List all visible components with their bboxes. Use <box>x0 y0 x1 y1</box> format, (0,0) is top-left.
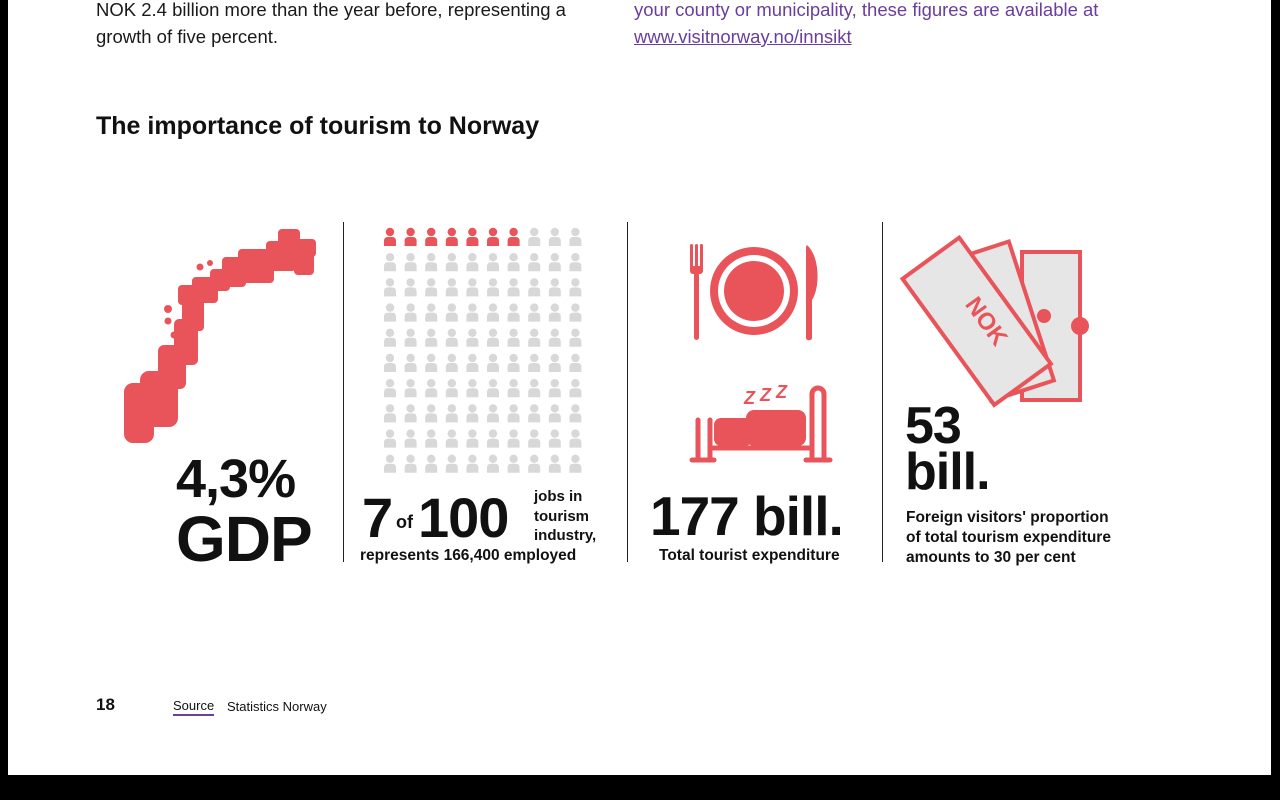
person-icon <box>508 278 520 296</box>
person-icon <box>508 404 520 422</box>
source-value: Statistics Norway <box>227 699 327 714</box>
foreign-caption-line: of total tourism expenditure <box>906 529 1111 546</box>
person-icon <box>425 329 437 347</box>
person-icon <box>384 404 396 422</box>
bed-icon <box>686 380 832 462</box>
person-icon <box>508 455 520 473</box>
person-icon <box>466 329 478 347</box>
page <box>8 0 1271 775</box>
person-icon <box>528 228 540 246</box>
person-icon <box>487 455 499 473</box>
nok-note-label: NOK <box>959 292 1013 352</box>
person-icon <box>569 329 581 347</box>
jobs-of: of <box>396 512 413 532</box>
person-icon <box>446 429 458 447</box>
person-icon <box>384 379 396 397</box>
intro-right-text: your county or municipality, these figures are available at <box>634 0 1099 20</box>
person-icon <box>549 329 561 347</box>
jobs-total: 100 <box>418 486 509 549</box>
person-icon <box>508 228 520 246</box>
person-icon <box>549 253 561 271</box>
foreign-caption-line: amounts to 30 per cent <box>906 549 1076 566</box>
person-icon <box>569 228 581 246</box>
norway-map-icon <box>118 225 328 447</box>
person-icon <box>487 303 499 321</box>
person-icon <box>405 228 417 246</box>
person-icon <box>384 228 396 246</box>
visitnorway-link[interactable]: www.visitnorway.no/innsikt <box>634 26 852 47</box>
person-icon <box>508 354 520 372</box>
person-icon <box>528 455 540 473</box>
person-icon <box>487 404 499 422</box>
person-icon <box>549 429 561 447</box>
person-icon <box>487 278 499 296</box>
column-divider-3 <box>882 222 883 562</box>
intro-left-text: NOK 2.4 billion more than the year before, representing a growth of five percent. <box>96 0 566 47</box>
person-icon <box>466 404 478 422</box>
sleep-z-letter: Z <box>744 388 755 408</box>
person-icon <box>549 354 561 372</box>
person-icon <box>528 253 540 271</box>
foreign-caption <box>906 508 1111 568</box>
column-divider-2 <box>627 222 628 562</box>
person-icon <box>405 455 417 473</box>
person-icon <box>487 228 499 246</box>
person-icon <box>384 303 396 321</box>
page-number: 18 <box>96 695 115 714</box>
column-divider-1 <box>343 222 344 562</box>
person-icon <box>405 404 417 422</box>
foreign-caption-line: Foreign visitors' proportion <box>906 509 1109 526</box>
person-icon <box>569 429 581 447</box>
person-icon <box>446 253 458 271</box>
person-icon <box>528 379 540 397</box>
person-icon <box>569 455 581 473</box>
person-icon <box>466 228 478 246</box>
person-icon <box>466 253 478 271</box>
person-icon <box>466 379 478 397</box>
jobs-side-text <box>534 487 596 546</box>
people-grid <box>378 222 588 474</box>
intro-right-paragraph <box>634 0 1154 50</box>
person-icon <box>569 379 581 397</box>
jobs-number: 7 <box>362 486 393 549</box>
person-icon <box>528 303 540 321</box>
person-icon <box>466 278 478 296</box>
person-icon <box>446 228 458 246</box>
nok-banknotes-icon <box>904 230 1090 406</box>
person-icon <box>384 253 396 271</box>
person-icon <box>425 379 437 397</box>
person-icon <box>425 253 437 271</box>
person-icon <box>405 379 417 397</box>
person-icon <box>384 455 396 473</box>
person-icon <box>508 379 520 397</box>
person-icon <box>569 303 581 321</box>
person-icon <box>384 329 396 347</box>
person-icon <box>528 354 540 372</box>
expenditure-caption: Total tourist expenditure <box>659 547 840 564</box>
person-icon <box>425 228 437 246</box>
person-icon <box>384 429 396 447</box>
gdp-value: 4,3% <box>176 449 296 509</box>
person-icon <box>425 354 437 372</box>
person-icon <box>487 429 499 447</box>
person-icon <box>446 329 458 347</box>
person-icon <box>487 329 499 347</box>
foreign-value-unit: bill. <box>905 443 990 501</box>
person-icon <box>528 404 540 422</box>
person-icon <box>446 354 458 372</box>
person-icon <box>425 404 437 422</box>
person-icon <box>508 429 520 447</box>
person-icon <box>549 404 561 422</box>
person-icon <box>487 379 499 397</box>
person-icon <box>528 429 540 447</box>
person-icon <box>405 253 417 271</box>
jobs-caption: represents 166,400 employed <box>360 547 577 564</box>
plate-cutlery-icon <box>688 244 820 342</box>
person-icon <box>508 253 520 271</box>
person-icon <box>446 404 458 422</box>
person-icon <box>425 429 437 447</box>
person-icon <box>569 404 581 422</box>
person-icon <box>549 455 561 473</box>
person-icon <box>405 278 417 296</box>
person-icon <box>466 303 478 321</box>
person-icon <box>549 379 561 397</box>
person-icon <box>425 303 437 321</box>
person-icon <box>405 429 417 447</box>
expenditure-value: 177 bill. <box>650 485 843 547</box>
person-icon <box>528 278 540 296</box>
person-icon <box>446 278 458 296</box>
person-icon <box>446 379 458 397</box>
person-icon <box>405 354 417 372</box>
sleep-z-letter: Z <box>776 382 787 402</box>
person-icon <box>569 278 581 296</box>
section-title: The importance of tourism to Norway <box>96 112 540 140</box>
person-icon <box>425 455 437 473</box>
person-icon <box>549 303 561 321</box>
source-label: Source <box>173 698 214 716</box>
person-icon <box>466 455 478 473</box>
foreign-value <box>905 397 990 501</box>
sleep-z-letter: Z <box>760 385 771 405</box>
person-icon <box>425 278 437 296</box>
person-icon <box>487 253 499 271</box>
person-icon <box>549 278 561 296</box>
person-icon <box>466 354 478 372</box>
person-icon <box>487 354 499 372</box>
person-icon <box>384 278 396 296</box>
jobs-side-line: industry, <box>534 527 597 544</box>
person-icon <box>528 329 540 347</box>
person-icon <box>569 253 581 271</box>
person-icon <box>508 303 520 321</box>
jobs-side-line: jobs in <box>534 488 583 505</box>
gdp-label: GDP <box>176 503 312 575</box>
person-icon <box>446 455 458 473</box>
person-icon <box>405 329 417 347</box>
person-icon <box>384 354 396 372</box>
person-icon <box>569 354 581 372</box>
person-icon <box>508 329 520 347</box>
person-icon <box>446 303 458 321</box>
person-icon <box>405 303 417 321</box>
person-icon <box>549 228 561 246</box>
foreign-value-number: 53 <box>905 397 961 455</box>
person-icon <box>466 429 478 447</box>
jobs-side-line: tourism <box>534 507 590 525</box>
